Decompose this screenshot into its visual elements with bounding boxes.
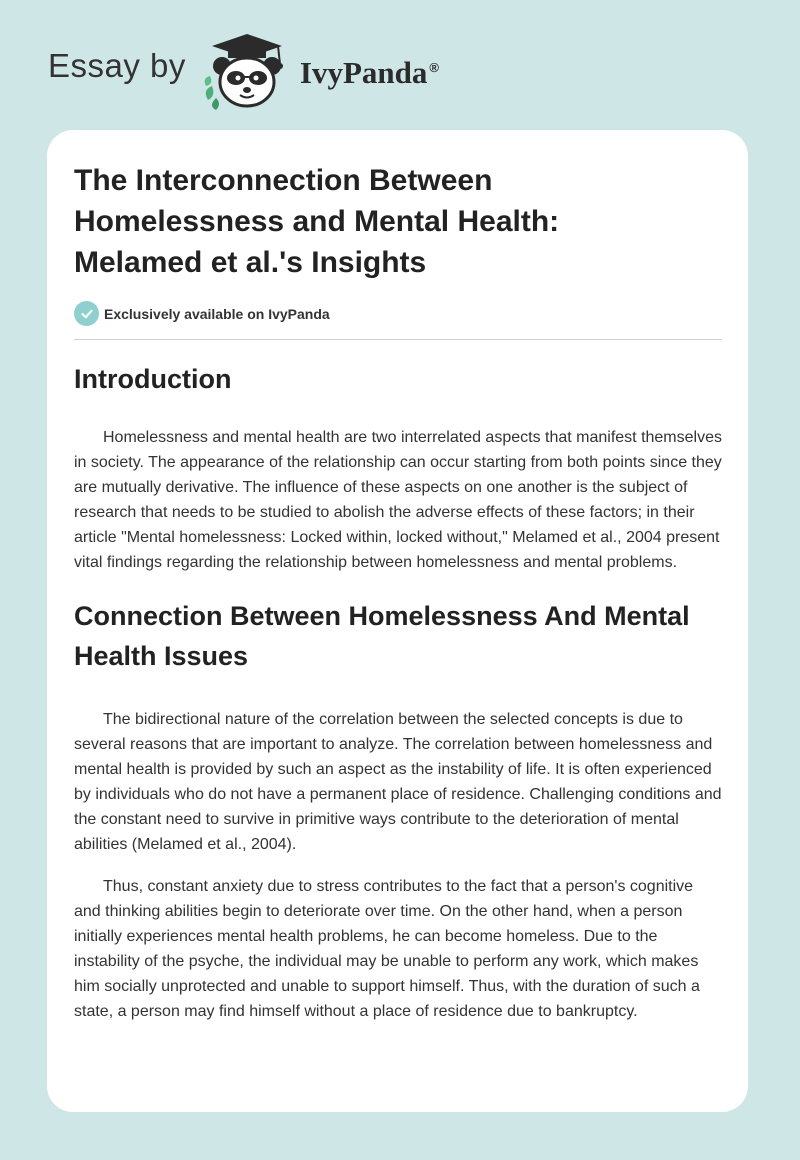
registered-mark: ® <box>429 59 439 75</box>
essay-by-label: Essay by <box>48 47 186 84</box>
paragraph: The bidirectional nature of the correlation between the selected concepts is due to several reasons that are important to analyze. The correlation between homelessness and mental health is provided by such an aspect as the instability of life. It is often experienced by individuals who do not have a permanent place of residence. Challenging conditions and the constant need to survive in primitive ways contribute to the deterioration of mental abilities (Melamed et al., 2004). <box>74 711 722 853</box>
paragraph: Thus, constant anxiety due to stress contributes to the fact that a person's cognitive and thinking abilities begin to deteriorate over time. On the other hand, when a person initially experiences mental health problems, he can become homeless. Due to the instability of the psyche, the individual may be unable to perform any work, which makes him socially unprotected and unable to support himself. Thus, with the duration of such a state, a person may find himself without a place of residence due to bankruptcy. <box>74 878 700 1020</box>
essay-title <box>74 160 722 283</box>
title-divider <box>74 339 722 340</box>
site-header <box>48 30 439 110</box>
section-heading-introduction: Introduction <box>74 364 232 394</box>
paragraph: Homelessness and mental health are two interrelated aspects that manifest themselves in society. The appearance of the relationship can occur starting from both points since they are mutually derivative. The influence of these aspects on one another is the subject of research that needs to be studied to abolish the adverse effects of these factors; in their article "Mental homelessness: Locked within, locked without," Melamed et al., 2004 present vital findings regarding the relationship between homelessness and mental problems. <box>74 429 722 571</box>
exclusive-badge-text: Exclusively available on IvyPanda <box>104 305 330 322</box>
section-heading-connection: Connection Between Homelessness And Mental Health Issues <box>74 601 690 671</box>
check-circle-icon <box>74 301 99 326</box>
title-line: The Interconnection Between <box>74 164 493 197</box>
title-line: Homelessness and Mental Health: <box>74 205 560 238</box>
panda-graduate-icon[interactable] <box>198 30 296 110</box>
essay-content <box>74 160 722 1024</box>
exclusive-badge <box>74 301 722 326</box>
title-line: Melamed et al.'s Insights <box>74 246 427 279</box>
essay-card <box>47 130 748 1112</box>
brand-name[interactable]: IvyPanda ® <box>299 55 439 90</box>
